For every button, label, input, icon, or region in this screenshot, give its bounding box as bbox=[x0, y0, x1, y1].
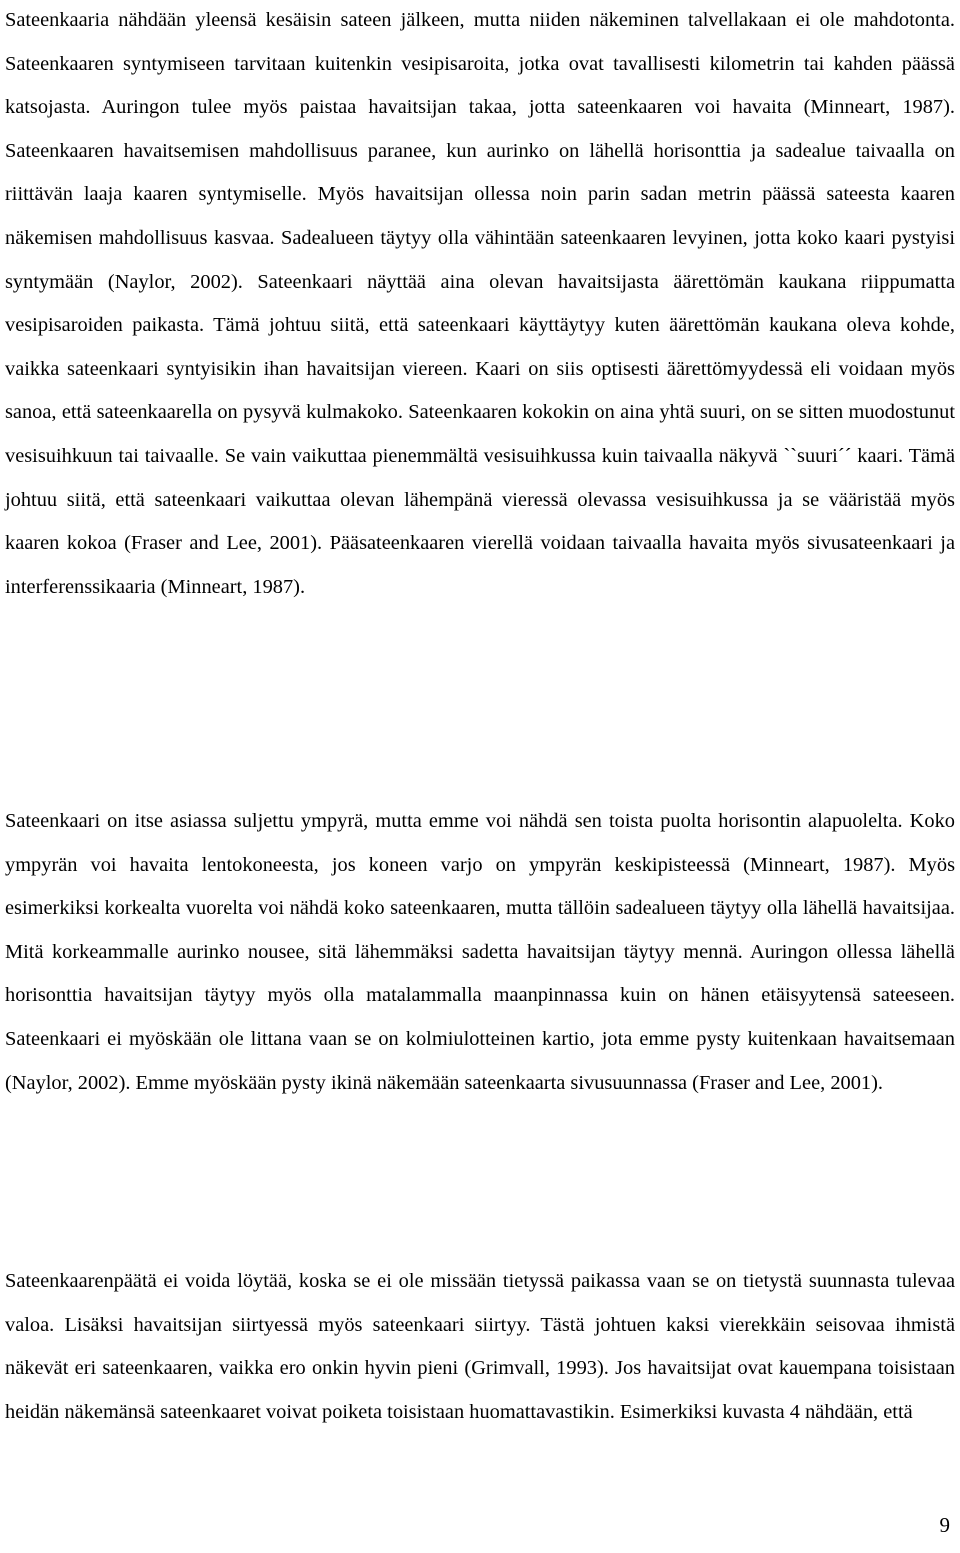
body-paragraph: Sateenkaari on itse asiassa suljettu ympyrä, mutta emme voi nähdä sen toista puolta horisontin alapuolelta. Koko ympyrän voi havaita lentokoneesta, jos koneen varjo on ympyrän keskipisteessä (Minneart, 1987). Myös esimerkiksi korkealta vuorelta voi nähdä koko sateenkaaren, mutta tällöin sadealueen täytyy olla lähellä havaitsijaa. Mitä korkeammalle aurinko nousee, sitä lähemmäksi sadetta havaitsijan täytyy mennä. Auringon ollessa lähellä horisonttia havaitsijan täytyy myös olla matalammalla maanpinnassa kuin on hänen etäisyytensä sateeseen. Sateenkaari ei myöskään ole littana vaan se on kolmiulotteinen kartio, jota emme pysty kuitenkaan havaitsemaan (Naylor, 2002). Emme myöskään pysty ikinä näkemään sateenkaarta sivusuunnassa (Fraser and Lee, 2001). bbox=[5, 810, 955, 1094]
page-number: 9 bbox=[939, 1513, 950, 1537]
body-paragraph: Sateenkaaria nähdään yleensä kesäisin sateen jälkeen, mutta niiden näkeminen talvellakaan ei ole mahdotonta. Sateenkaaren syntymiseen tarvitaan kuitenkin vesipisaroita, jotka ovat tavallisesti kilometrin tai kahden päässä katsojasta. Auringon tulee myös paistaa havaitsijan takaa, jotta sateenkaaren voi havaita (Minneart, 1987). Sateenkaaren havaitsemisen mahdollisuus paranee, kun aurinko on lähellä horisonttia ja sadealue taivaalla on riittävän laaja kaaren syntymiselle. Myös havaitsijan ollessa noin parin sadan metrin päässä sateesta kaaren näkemisen mahdollisuus kasvaa. Sadealueen täytyy olla vähintään sateenkaaren levyinen, jotta koko kaari pystyisi syntymään (Naylor, 2002). Sateenkaari näyttää aina olevan havaitsijasta äärettömän kaukana riippumatta vesipisaroiden paikasta. Tämä johtuu siitä, että sateenkaari käyttäytyy kuten äärettömän kaukana oleva kohde, vaikka sateenkaari syntyisikin ihan havaitsijan viereen. Kaari on siis optisesti äärettömyydessä eli voidaan myös sanoa, että sateenkaarella on pysyvä kulmakoko. Sateenkaaren kokokin on aina yhtä suuri, on se sitten muodostunut vesisuihkuun tai taivaalle. Se vain vaikuttaa pienemmältä vesisuihkussa kuin taivaalla näkyvä ``suuri´´ kaari. Tämä johtuu siitä, että sateenkaari vaikuttaa olevan lähempänä vieressä olevassa vesisuihkussa ja se vääristää myös kaaren kokoa (Fraser and Lee, 2001). Pääsateenkaaren vierellä voidaan taivaalla havaita myös sivusateenkaari ja interferenssikaaria (Minneart, 1987). bbox=[5, 9, 955, 598]
body-paragraph: Sateenkaarenpäätä ei voida löytää, koska se ei ole missään tietyssä paikassa vaan se on tietystä suunnasta tulevaa valoa. Lisäksi havaitsijan siirtyessä myös sateenkaari siirtyy. Tästä johtuen kaksi vierekkäin seisovaa ihmistä näkevät eri sateenkaaren, vaikka ero onkin hyvin pieni (Grimvall, 1993). Jos havaitsijat ovat kauempana toisistaan heidän näkemänsä sateenkaaret voivat poiketa toisistaan huomattavastikin. Esimerkiksi kuvasta 4 nähdään, että bbox=[5, 1270, 955, 1423]
